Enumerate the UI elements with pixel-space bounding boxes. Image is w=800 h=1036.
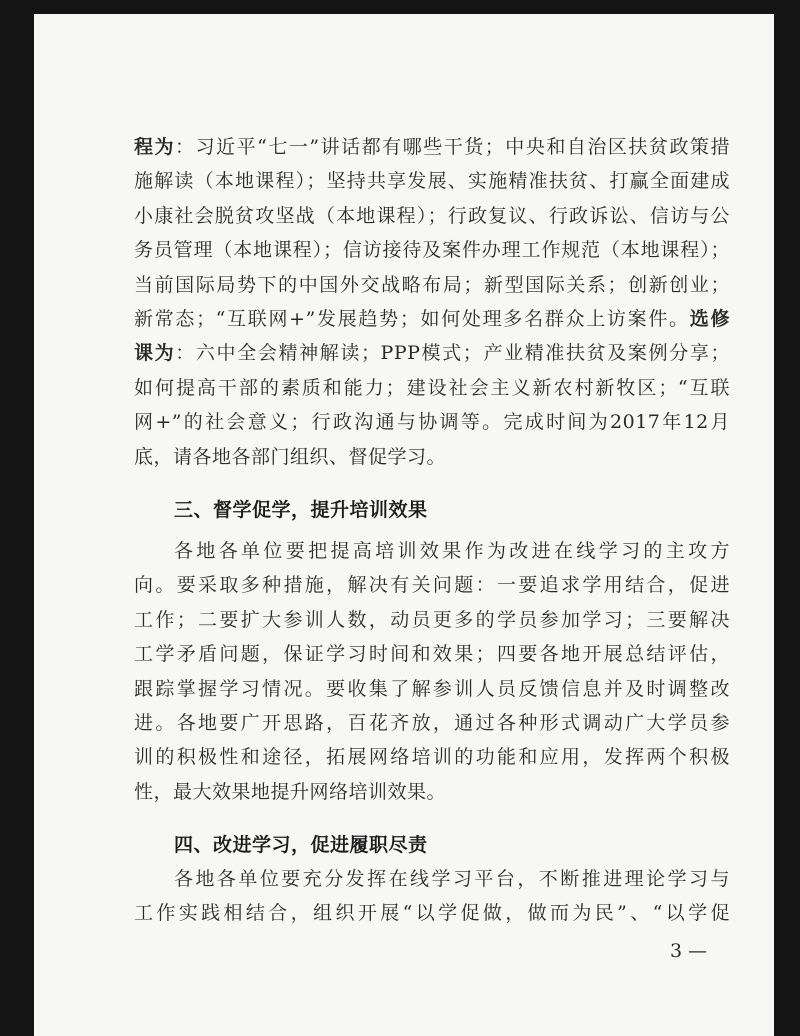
text-line: 各地各单位要把提高培训效果作为改进在线学习的主攻方 [174,540,730,562]
elective-label-part2: 课为 [134,342,176,365]
paragraph-course-list [134,130,730,474]
text-line: 务员管理（本地课程）；信访接待及案件办理工作规范（本地课程）； [134,239,730,262]
text-line: 各地各单位要充分发挥在线学习平台，不断推进理论学习与 [174,868,730,890]
text-line: 训的积极性和途径，拓展网络培训的功能和应用，发挥两个积极 [134,746,730,769]
paragraph-section-3 [134,534,730,809]
text-line [134,336,730,370]
text-line: 如何提高干部的素质和能力；建设社会主义新农村新牧区；“互联 [134,376,730,399]
text-line: 当前国际局势下的中国外交战略布局；新型国际关系；创新创业； [134,273,730,296]
text-span: ：习近平“七一”讲话都有哪些干货；中央和自治区扶贫政策措 [175,136,730,158]
text-line: 底，请各地各部门组织、督促学习。 [134,445,447,468]
text-line: 工作实践相结合，组织开展“以学促做，做而为民”、“以学促 [134,902,730,925]
text-line: 工学矛盾问题，保证学习时间和效果；四要各地开展总结评估， [134,643,730,666]
document-page [34,14,774,1036]
text-line [134,130,730,164]
text-line: 工作；二要扩大参训人数，动员更多的学员参加学习；三要解决 [134,608,730,631]
text-line: 施解读（本地课程）；坚持共享发展、实施精准扶贫、打赢全面建成 [134,170,730,193]
elective-label-part1: 选修 [689,307,730,330]
text-line: 性，最大效果地提升网络培训效果。 [134,780,447,803]
section-heading-4: 四、改进学习，促进履职尽责 [174,834,428,856]
text-line: 网+”的社会意义；行政沟通与协调等。完成时间为2017年12月 [134,411,730,434]
text-span: ：六中全会精神解读；PPP模式；产业精准扶贫及案例分享； [175,342,730,365]
page-number: 3 — [670,940,708,962]
text-line: 小康社会脱贫攻坚战（本地课程）；行政复议、行政诉讼、信访与公 [134,204,730,227]
text-line [134,302,730,336]
paragraph-section-4 [134,862,730,931]
text-line: 向。要采取多种措施，解决有关问题：一要追求学用结合，促进 [134,574,730,597]
section-heading-3: 三、督学促学，提升培训效果 [174,499,428,521]
text-span: 新常态；“互联网+”发展趋势；如何处理多名群众上访案件。 [134,307,690,330]
text-line: 跟踪掌握学习情况。要收集了解参训人员反馈信息并及时调整改 [134,677,730,700]
text-line: 进。各地要广开思路，百花齐放，通过各种形式调动广大学员参 [134,711,730,734]
required-course-label: 程为 [134,136,176,158]
